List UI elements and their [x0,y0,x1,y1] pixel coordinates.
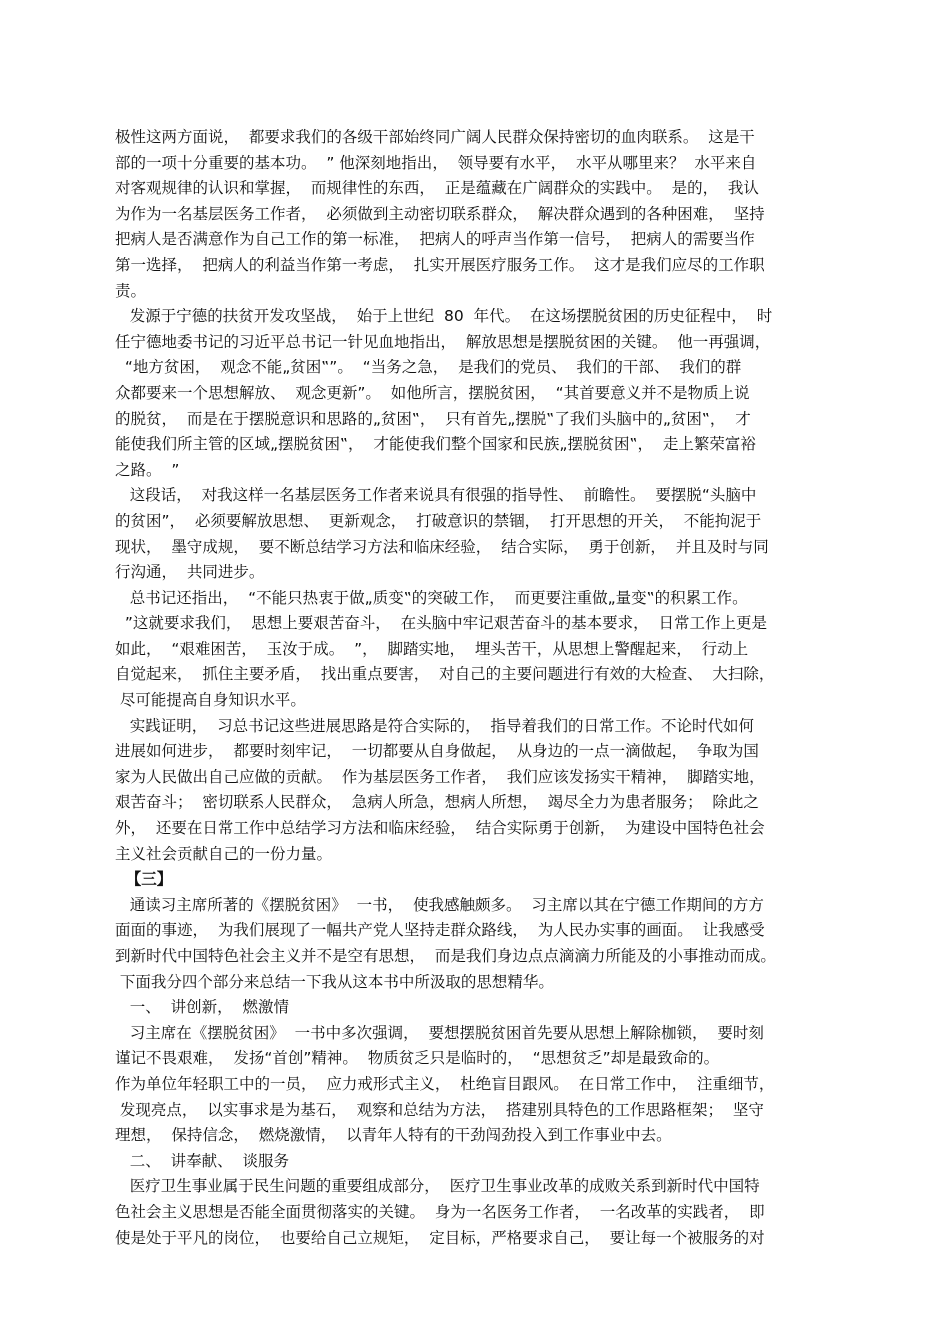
subsection-heading: 一、 讲创新， 燃激情 [115,998,289,1017]
text-line: 把病人是否满意作为自己工作的第一标准， 把病人的呼声当作第一信号， 把病人的需要当作 [115,230,755,249]
paragraph-start-line: 实践证明， 习总书记这些进展思路是符合实际的， 指导着我们的日常工作。不论时代如何 [115,716,754,735]
text-line: 色社会主义思想是否能全面贯彻落实的关键。 身为一名医务工作者， 一名改革的实践者， 即 [115,1202,765,1221]
text-line: 下面我分四个部分来总结一下我从这本书中所汲取的思想精华。 [115,972,554,991]
text-line: 任宁德地委书记的习近平总书记一针见血地指出， 解放思想是摆脱贫困的关键。 他一再强调， [115,332,771,351]
text-line: 到新时代中国特色社会主义并不是空有思想， 而是我们身边点点滴滴力所能及的小事推动而成。 [115,947,776,965]
text-line: 众都要来一个思想解放、 观念更新”。 如他所言，摆脱贫困， “其首要意义并不是物质上说 [115,383,750,402]
text-line: 谨记不畏艰难， 发扬“首创”精神。 物质贫乏只是临时的， “思想贫乏”却是最致命的。 [115,1049,720,1068]
paragraph-start-line: 这段话， 对我这样一名基层医务工作者来说具有很强的指导性、 前瞻性。 要摆脱“头脑中 [115,486,757,505]
text-line: 现状， 墨守成规， 要不断总结学习方法和临床经验， 结合实际， 勇于创新， 并且及时与同 [115,537,769,556]
text-line: 尽可能提高自身知识水平。 [115,691,306,710]
text-line: ”这就要求我们， 思想上要艰苦奋斗， 在头脑中牢记艰苦奋斗的基本要求， 日常工作上更是 [115,614,767,633]
text-line: 部的一项十分重要的基本功。 ” 他深刻地指出， 领导要有水平， 水平从哪里来？ 水平来自 [115,153,757,172]
text-line: 使是处于平凡的岗位， 也要给自己立规矩， 定目标，严格要求自己， 要让每一个被服务的对 [115,1228,765,1247]
text-line: 的脱贫， 而是在于摆脱意识和思路的„贫困‟， 只有首先„摆脱‟了我们头脑中的„贫困‟， 才 [115,409,751,428]
text-line: 理想， 保持信念， 燃烧激情， 以青年人特有的干劲闯劲投入到工作事业中去。 [115,1126,672,1145]
text-line: 发现亮点， 以实事求是为基石， 观察和总结为方法， 搭建别具特色的工作思路框架； 坚守 [115,1100,764,1119]
text-line: 家为人民做出自己应做的贡献。 作为基层医务工作者， 我们应该发扬实干精神， 脚踏实地， [115,767,765,786]
text-line: 第一选择， 把病人的利益当作第一考虑， 扎实开展医疗服务工作。 这才是我们应尽的工作职 [115,255,765,274]
paragraph-start-line: 医疗卫生事业属于民生问题的重要组成部分， 医疗卫生事业改革的成败关系到新时代中国特 [115,1177,760,1196]
text-line: 自觉起来， 抓住主要矛盾， 找出重点要害， 对自己的主要问题进行有效的大检查、 大扫除， [115,665,775,684]
text-line: “地方贫困， 观念不能„贫困‟”。 “当务之急， 是我们的党员、 我们的干部、 我们的群 [115,358,742,377]
text-line: 极性这两方面说， 都要求我们的各级干部始终同广阔人民群众保持密切的血肉联系。 这是干 [115,128,755,146]
text-line: 艰苦奋斗； 密切联系人民群众， 急病人所急，想病人所想， 竭尽全力为患者服务； 除此之 [115,793,759,812]
text-line: 主义社会贡献自己的一份力量。 [115,844,333,863]
text-line: 之路。 ” [115,460,180,479]
subsection-heading: 二、 讲奉献、 谈服务 [115,1151,289,1170]
text-line: 行沟通， 共同进步。 [115,563,265,582]
text-line: 的贫困”， 必须要解放思想、 更新观念， 打破意识的禁锢， 打开思想的开关， 不能拘泥于 [115,511,762,530]
text-line: 外， 还要在日常工作中总结学习方法和临床经验， 结合实际勇于创新， 为建设中国特色社会 [115,819,765,838]
text-line: 面面的事迹， 为我们展现了一幅共产党人坚持走群众路线， 为人民办实事的画面。 让我感受 [115,921,765,940]
document-page [115,125,815,1251]
text-line: 进展如何进步， 都要时刻牢记， 一切都要从自身做起， 从身边的一点一滴做起， 争取为国 [115,742,759,761]
text-line: 如此， “艰难困苦， 玉汝于成。 ”， 脚踏实地， 埋头苦干，从思想上警醒起来， 行动上 [115,639,749,658]
paragraph-start-line: 总书记还指出， “不能只热衷于做„质变‟的突破工作， 而更要注重做„量变‟的积累工作。 [115,588,748,607]
text-line: 能使我们所主管的区域„摆脱贫困‟， 才能使我们整个国家和民族„摆脱贫困‟， 走上繁荣富裕 [115,435,756,454]
text-line: 对客观规律的认识和掌握， 而规律性的东西， 正是蕴藏在广阔群众的实践中。 是的， 我认 [115,179,759,198]
text-line: 为作为一名基层医务工作者， 必须做到主动密切联系群众， 解决群众遇到的各种困难， 坚持 [115,204,765,223]
paragraph-start-line: 发源于宁德的扶贫开发攻坚战， 始于上世纪 80 年代。 在这场摆脱贫困的历史征程中， 时 [115,307,773,326]
paragraph-start-line: 通读习主席所著的《摆脱贫困》 一书， 使我感触颇多。 习主席以其在宁德工作期间的方方 [115,895,764,914]
text-line: 作为单位年轻职工中的一员， 应力戒形式主义， 杜绝盲目跟风。 在日常工作中， 注重细节， [115,1074,775,1093]
section-heading: 【三】 [115,870,173,889]
paragraph-start-line: 习主席在《摆脱贫困》 一书中多次强调， 要想摆脱贫困首先要从思想上解除枷锁， 要时刻 [115,1023,764,1042]
text-line: 责。 [115,281,147,300]
